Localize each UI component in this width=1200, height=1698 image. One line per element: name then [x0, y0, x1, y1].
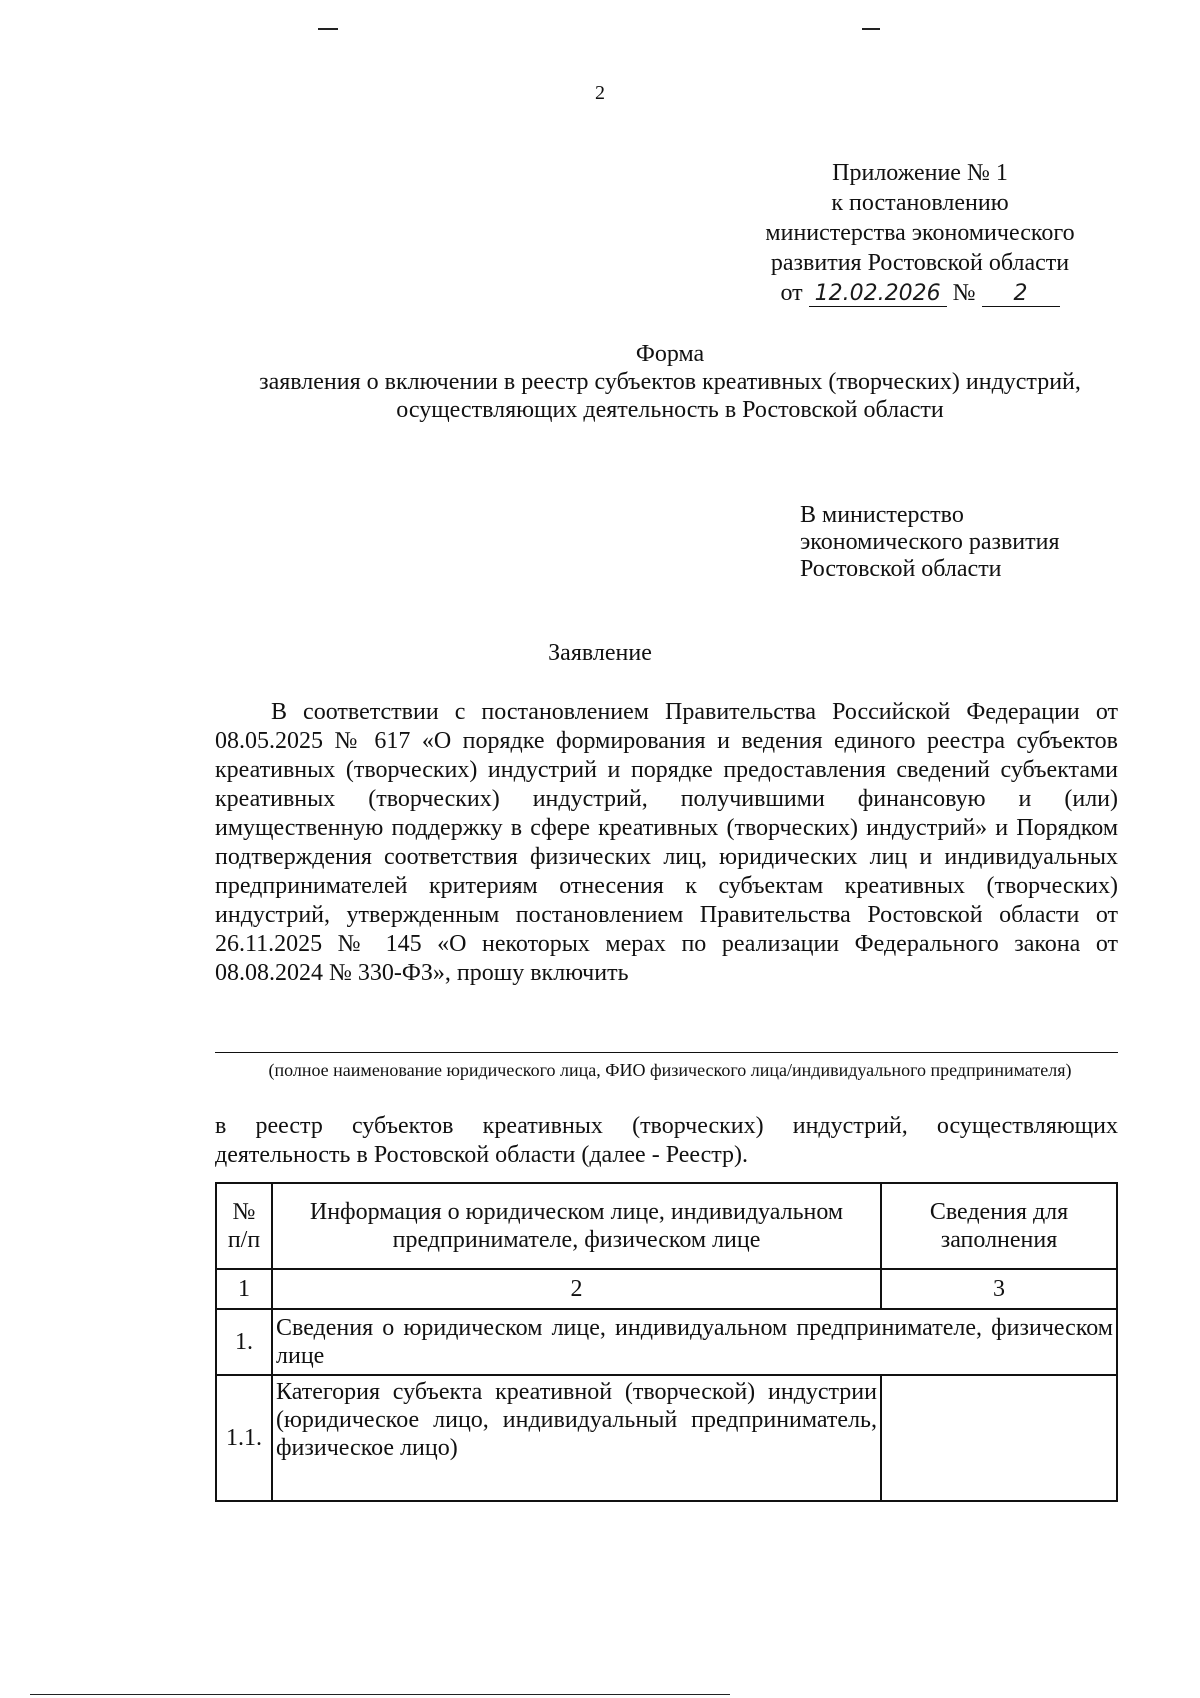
- column-number-3: 3: [881, 1269, 1117, 1309]
- appendix-line-4: развития Ростовской области: [770, 250, 1070, 276]
- statement-continuation: в реестр субъектов креативных (творческих) индустрий, осуществляющих деятельность в Ростовской области (далее - Реестр).: [215, 1113, 1118, 1168]
- column-number-2: 2: [272, 1269, 881, 1309]
- table-header-row: [216, 1183, 1117, 1269]
- page-number: 2: [595, 82, 605, 104]
- name-caption: (полное наименование юридического лица, ФИО физического лица/индивидуального предпринимателя): [268, 1060, 1072, 1080]
- row-category-value[interactable]: [881, 1375, 1117, 1501]
- header-details: Сведения для заполнения: [881, 1183, 1117, 1269]
- header-number: № п/п: [216, 1183, 272, 1269]
- row-category-text: Категория субъекта креативной (творческой) индустрии (юридическое лицо, индивидуальный предприниматель, физическое лицо): [272, 1375, 881, 1501]
- appendix-date-line: [740, 278, 1100, 308]
- table-column-numbers-row: [216, 1269, 1117, 1309]
- row-number: 1.1.: [216, 1375, 272, 1501]
- row-number: 1.: [216, 1309, 272, 1375]
- row-section-text: Сведения о юридическом лице, индивидуальном предпринимателе, физическом лице: [272, 1309, 1117, 1375]
- statement-title: Заявление: [548, 640, 652, 666]
- handwritten-number: 2: [982, 282, 1060, 307]
- handwritten-date: 12.02.2026: [809, 282, 947, 307]
- scan-mark-top-right: [862, 28, 880, 30]
- form-title-line-3: осуществляющих деятельность в Ростовской области: [396, 397, 944, 423]
- appendix-line-3: министерства экономического: [765, 220, 1075, 246]
- header-information: Информация о юридическом лице, индивидуальном предпринимателе, физическом лице: [272, 1183, 881, 1269]
- name-fill-line: [215, 1052, 1118, 1053]
- table-row: [216, 1309, 1117, 1375]
- form-title-line-2: заявления о включении в реестр субъектов креативных (творческих) индустрий,: [259, 369, 1081, 395]
- form-title-line-1: Форма: [635, 341, 705, 367]
- table-row: [216, 1375, 1117, 1501]
- addressee-line-2: экономического развития: [800, 529, 1060, 555]
- form-title: [200, 340, 1140, 424]
- number-prefix: №: [952, 280, 976, 306]
- addressee-line-1: В министерство: [800, 502, 964, 528]
- appendix-block: [740, 158, 1100, 308]
- scan-mark-top-left: [318, 28, 338, 30]
- addressee-block: [800, 502, 1060, 583]
- addressee-line-3: Ростовской области: [800, 556, 1002, 582]
- appendix-line-2: к постановлению: [831, 190, 1009, 216]
- appendix-line-1: Приложение № 1: [832, 160, 1008, 186]
- date-prefix: от: [780, 280, 803, 306]
- statement-body: В соответствии с постановлением Правительства Российской Федерации от 08.05.2025 № 617 «О порядке формирования и ведения единого реестра субъектов креативных (творческих) индустрий и порядке предоставления сведений субъектами креативных (творческих) индустрий, получившими финансовую и (или) имущественную поддержку в сфере креативных (творческих) индустрий» и Порядком подтверждения соответствия физических лиц, юридических лиц и индивидуальных предпринимателей критериям отнесения к субъектам креативных (творческих) индустрий, утвержденным постановлением Правительства Ростовской области от 26.11.2025 № 145 «О некоторых мерах по реализации Федерального закона от 08.08.2024 № 330-ФЗ», прошу включить: [215, 699, 1118, 986]
- column-number-1: 1: [216, 1269, 272, 1309]
- scan-mark-bottom: [30, 1694, 730, 1695]
- info-table: [215, 1182, 1118, 1502]
